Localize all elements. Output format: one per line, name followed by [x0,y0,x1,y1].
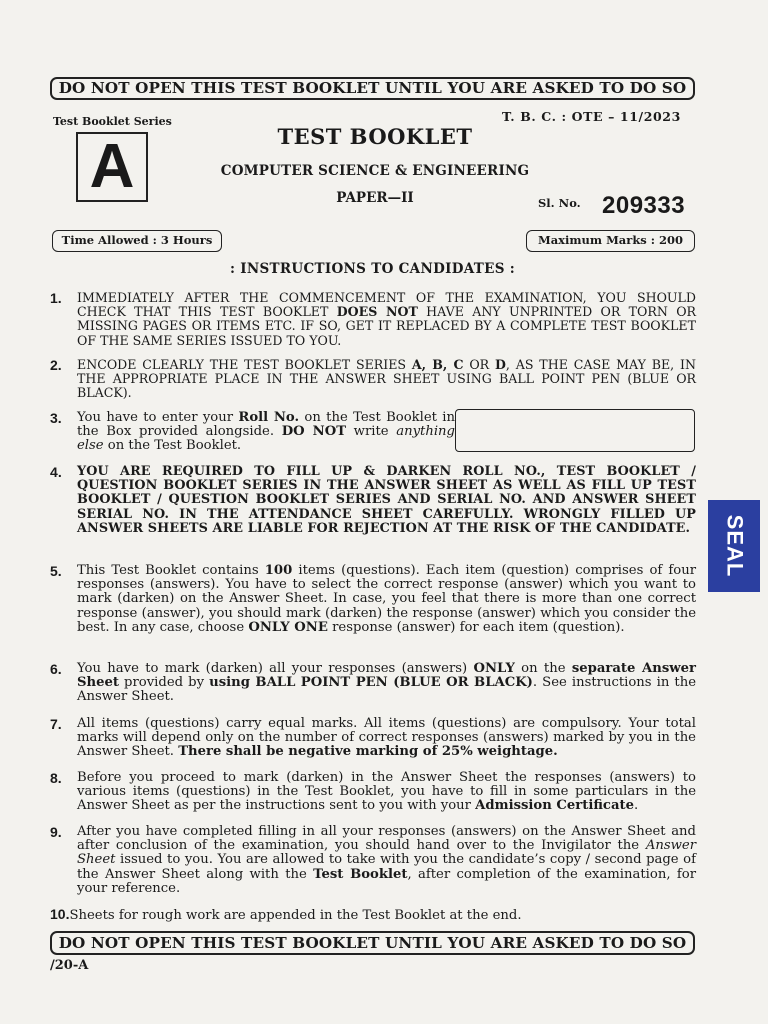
bottom-warning-banner: DO NOT OPEN THIS TEST BOOKLET UNTIL YOU ARE ASKED TO DO SO [50,931,695,955]
instruction-number: 2. [50,357,62,373]
instruction-number: 4. [50,464,62,480]
instruction-item-10: 10.Sheets for rough work are appended in the Test Booklet at the end. [50,906,522,923]
instruction-number: 5. [50,563,62,579]
instruction-item-5: 5. This Test Booklet contains 100 items (questions). Each item (question) comprises of four responses (answers). You have to select the correct response (answer) which you want to mark (darken) on the Answer Sheet. In case, you feel that there is more than one correct response (answer), you should mark (darken) the response (answer) which you consider the best. In any case, choose ONLY ONE response (answer) for each item (question). [50,563,696,635]
instruction-number: 10. [50,906,70,922]
instruction-item-8: 8. Before you proceed to mark (darken) in the Answer Sheet the responses (answers) to various items (questions) in the Test Booklet, you have to fill in some particulars in the Answer Sheet as per the instructions sent to you with your Admission Certificate. [50,770,696,814]
instruction-item-1: 1. IMMEDIATELY AFTER THE COMMENCEMENT OF THE EXAMINATION, YOU SHOULD CHECK THAT THIS TEST BOOKLET DOES NOT HAVE ANY UNPRINTED OR TORN OR MISSING PAGES OR ITEMS ETC. IF SO, GET IT REPLACED BY A COMPLETE TEST BOOKLET OF THE SAME SERIES ISSUED TO YOU. [50,290,697,348]
page-footer-code: /20-A [50,958,89,973]
subject-title: COMPUTER SCIENCE & ENGINEERING [220,163,530,179]
serial-number: 209333 [602,192,686,219]
instruction-number: 1. [50,290,62,306]
maximum-marks-badge: Maximum Marks : 200 [526,230,695,252]
tbc-code: T. B. C. : OTE – 11/2023 [502,109,681,124]
instruction-number: 6. [50,661,62,677]
instruction-number: 8. [50,770,62,786]
instructions-heading: : INSTRUCTIONS TO CANDIDATES : [229,261,516,277]
seal-tab [708,500,760,592]
instruction-number: 7. [50,716,62,732]
top-warning-banner: DO NOT OPEN THIS TEST BOOKLET UNTIL YOU ARE ASKED TO DO SO [50,77,695,100]
seal-label: SEAL [722,514,747,578]
instruction-item-2: 2. ENCODE CLEARLY THE TEST BOOKLET SERIES A, B, C OR D, AS THE CASE MAY BE, IN THE APPROPRIATE PLACE IN THE ANSWER SHEET USING BALL POINT PEN (BLUE OR BLACK). [50,357,696,401]
page-title: TEST BOOKLET [277,124,473,149]
paper-number: PAPER—II [336,190,414,206]
instruction-number: 9. [50,824,62,840]
series-letter-box: A [76,132,148,202]
instruction-item-4: 4. YOU ARE REQUIRED TO FILL UP & DARKEN ROLL NO., TEST BOOKLET / QUESTION BOOKLET SERIES IN THE ANSWER SHEET AS WELL AS FILL UP TEST BOOKLET / QUESTION BOOKLET SERIES AND SERIAL NO. AND ANSWER SHEET SERIAL NO. IN THE ATTENDANCE SHEET CAREFULLY. WRONGLY FILLED UP ANSWER SHEETS ARE LIABLE FOR REJECTION AT THE RISK OF THE CANDIDATE. [50,464,696,536]
instruction-item-9: 9. After you have completed filling in all your responses (answers) on the Answer Sheet and after conclusion of the examination, you should hand over to the Invigilator the Answer Sheet issued to you. You are allowed to take with you the candidate’s copy / second page of the Answer Sheet along with the Test Booklet, after completion of the examination, for your reference. [50,824,696,896]
instruction-item-3: 3. You have to enter your Roll No. on the Test Booklet in the Box provided alongside. DO NOT write anything else on the Test Booklet. [50,410,455,454]
instruction-item-6: 6. You have to mark (darken) all your responses (answers) ONLY on the separate Answer Sheet provided by using BALL POINT PEN (BLUE OR BLACK). See instructions in the Answer Sheet. [50,661,697,705]
instruction-number: 3. [50,410,62,426]
time-allowed-badge: Time Allowed : 3 Hours [52,230,222,252]
roll-number-box[interactable] [455,409,695,452]
serial-label: Sl. No. [538,196,581,210]
instruction-item-7: 7. All items (questions) carry equal marks. All items (questions) are compulsory. Your total marks will depend only on the number of correct responses (answers) marked by you in the Answer Sheet. There shall be negative marking of 25% weightage. [50,716,696,760]
series-label: Test Booklet Series [53,115,172,128]
